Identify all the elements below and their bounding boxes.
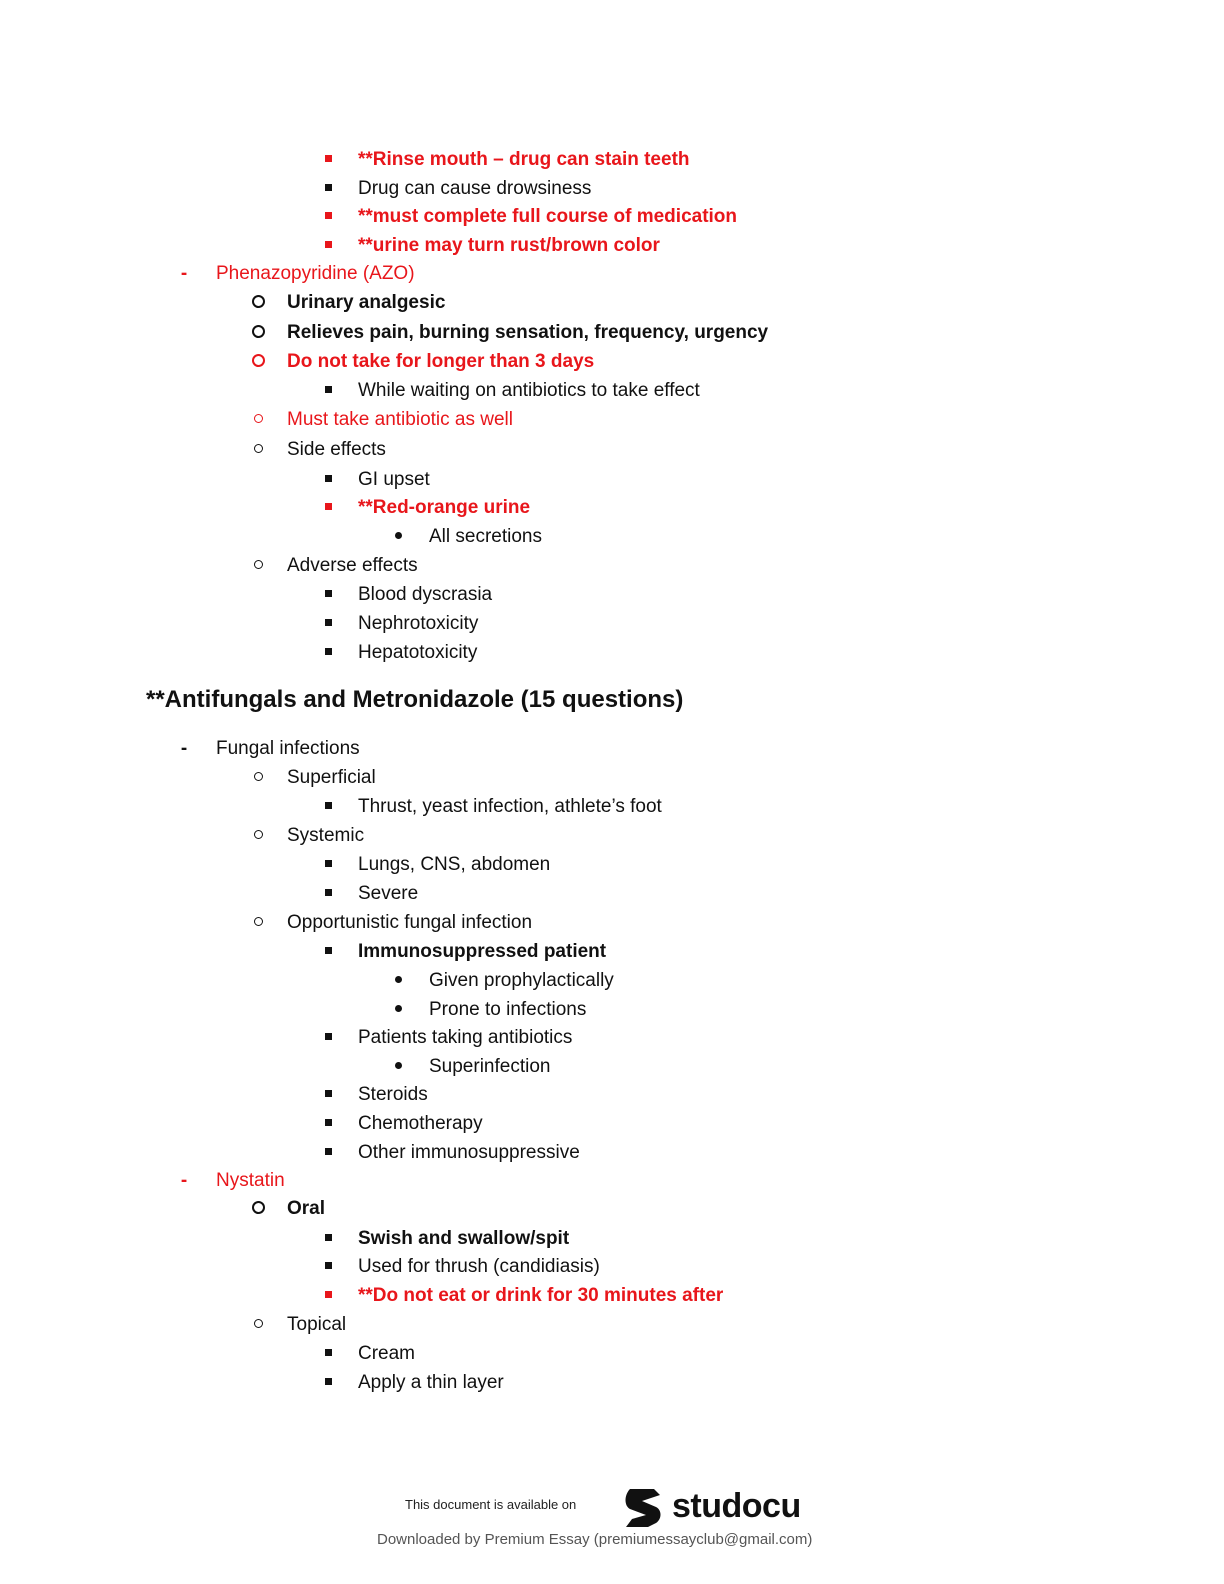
list-item-text: Drug can cause drowsiness [358,178,592,199]
list-item-text: Lungs, CNS, abdomen [358,854,551,875]
list-item-text: Oral [287,1198,326,1219]
list-item-text: **Red-orange urine [358,497,531,518]
dot-bullet-icon [388,967,408,995]
studocu-logo-icon [620,1483,666,1529]
list-item-text: Swish and swallow/spit [358,1228,570,1249]
circle-bullet-icon [248,1195,268,1223]
list-item-text: Severe [358,883,419,904]
list-item-text: Chemotherapy [358,1113,483,1134]
square-bullet-icon [318,581,338,609]
list-item-text: GI upset [358,469,430,490]
list-item-text: Relieves pain, burning sensation, frequency, urgency [287,322,769,343]
list-item-text: Opportunistic fungal infection [287,912,533,933]
dash-bullet-icon [174,1167,194,1195]
list-item-text: Nystatin [216,1170,285,1191]
circle-bullet-icon [248,289,268,317]
list-item-text: Prone to infections [429,999,587,1020]
list-item-text: Urinary analgesic [287,292,446,313]
square-bullet-icon [318,1024,338,1052]
studocu-brand[interactable] [620,1482,801,1530]
dash-bullet-icon [174,260,194,288]
square-bullet-icon [318,1253,338,1281]
list-item-text: Superinfection [429,1056,551,1077]
circle-bullet-icon [248,319,268,347]
square-bullet-icon [318,466,338,494]
list-item-text: Apply a thin layer [358,1372,504,1393]
list-item-text: Systemic [287,825,365,846]
square-bullet-icon [318,1139,338,1167]
circle-bullet-icon [248,406,268,434]
list-item-text: Steroids [358,1084,428,1105]
circle-bullet-icon [248,552,268,580]
download-credit: Downloaded by Premium Essay (premiumessayclub@gmail.com) [377,1531,813,1548]
list-item-text: Patients taking antibiotics [358,1027,573,1048]
square-bullet-icon [318,175,338,203]
square-bullet-icon [318,1369,338,1397]
square-bullet-icon [318,1225,338,1253]
list-item-text: Other immunosuppressive [358,1142,580,1163]
list-item-text: Hepatotoxicity [358,642,478,663]
circle-bullet-icon [248,764,268,792]
dot-bullet-icon [388,996,408,1024]
circle-bullet-icon [248,348,268,376]
dot-bullet-icon [388,1053,408,1081]
list-item-text: Immunosuppressed patient [358,941,607,962]
list-item-text: Nephrotoxicity [358,613,479,634]
list-item-text: Adverse effects [287,555,418,576]
square-bullet-icon [318,1110,338,1138]
list-item-text: **Rinse mouth – drug can stain teeth [358,149,690,170]
list-item-text: Given prophylactically [429,970,614,991]
list-item-text: Phenazopyridine (AZO) [216,263,415,284]
square-bullet-icon [318,146,338,174]
list-item-text: Cream [358,1343,416,1364]
available-on-text: This document is available on [405,1497,577,1512]
square-bullet-icon [318,610,338,638]
square-bullet-icon [318,938,338,966]
list-item-text: **Do not eat or drink for 30 minutes after [358,1285,724,1306]
square-bullet-icon [318,494,338,522]
circle-bullet-icon [248,436,268,464]
list-item-text: Blood dyscrasia [358,584,493,605]
list-item-text: Fungal infections [216,738,360,759]
square-bullet-icon [318,232,338,260]
square-bullet-icon [318,1282,338,1310]
list-item-text: Topical [287,1314,347,1335]
square-bullet-icon [318,203,338,231]
square-bullet-icon [318,880,338,908]
dot-bullet-icon [388,523,408,551]
square-bullet-icon [318,639,338,667]
list-item-text: **must complete full course of medication [358,206,738,227]
list-item-text: While waiting on antibiotics to take effect [358,380,700,401]
circle-bullet-icon [248,822,268,850]
list-item-text: Side effects [287,439,386,460]
list-item-text: Superficial [287,767,376,788]
square-bullet-icon [318,377,338,405]
square-bullet-icon [318,1340,338,1368]
list-item-text: **urine may turn rust/brown color [358,235,660,256]
list-item-text: Thrust, yeast infection, athlete’s foot [358,796,662,817]
circle-bullet-icon [248,909,268,937]
square-bullet-icon [318,793,338,821]
dash-bullet-icon [174,735,194,763]
list-item-text: Used for thrush (candidiasis) [358,1256,600,1277]
square-bullet-icon [318,851,338,879]
list-item-text: Must take antibiotic as well [287,409,513,430]
circle-bullet-icon [248,1311,268,1339]
list-item-text: All secretions [429,526,542,547]
square-bullet-icon [318,1081,338,1109]
section-heading: **Antifungals and Metronidazole (15 questions) [146,686,684,713]
list-item-text: Do not take for longer than 3 days [287,351,595,372]
brand-name: studocu [672,1486,801,1525]
